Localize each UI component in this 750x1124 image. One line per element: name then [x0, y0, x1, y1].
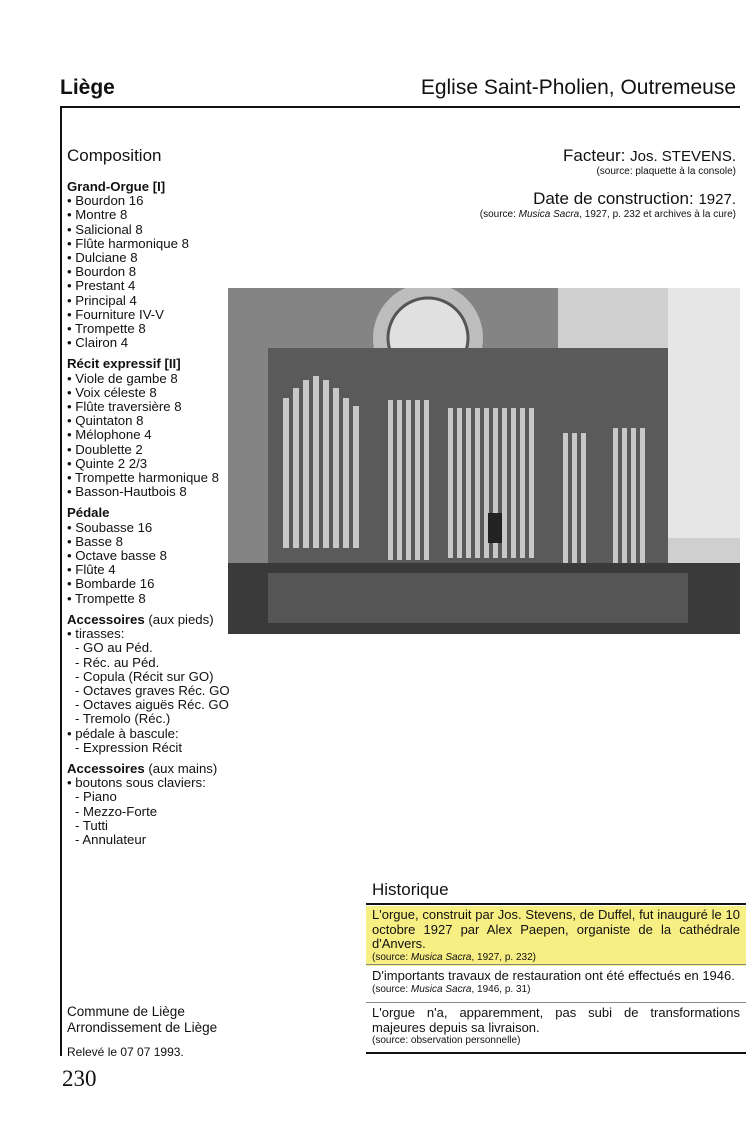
date-label: Date de construction: — [533, 189, 694, 208]
section-recit: Récit expressif [II] — [67, 356, 181, 372]
list-item: - GO au Péd. — [75, 640, 153, 656]
list-item: • Trompette harmonique 8 — [67, 470, 219, 486]
section-grand-orgue: Grand-Orgue [I] — [67, 179, 166, 194]
list-item: • Basse 8 — [67, 533, 123, 549]
date-source-post: , 1927, p. 232 et archives à la cure) — [579, 209, 736, 220]
list-item: - Annulateur — [75, 831, 147, 847]
list-item: • Quinte 2 2/3 — [67, 455, 148, 471]
left-rule — [60, 106, 62, 1056]
list-item: • pédale à bascule: — [67, 725, 179, 741]
list-item: • tirasses: — [67, 626, 125, 642]
facteur-value: Jos. STEVENS. — [630, 148, 736, 165]
list-acc-mains — [67, 776, 257, 847]
section-acc-mains — [67, 762, 257, 776]
list-item: • Fourniture IV-V — [67, 306, 164, 322]
list-item: • Trompette 8 — [67, 321, 146, 337]
list-item: • Bombarde 16 — [67, 576, 155, 592]
list-item: • Octave basse 8 — [67, 548, 167, 564]
organ-photo — [228, 288, 740, 634]
historique-paragraph-1 — [366, 906, 746, 966]
list-item: • boutons sous claviers: — [67, 775, 206, 791]
historique-text-1: L'orgue, construit par Jos. Stevens, de Duffel, fut inauguré le 10 octobre 1927 par Alex Paepen, organiste de la cathédrale d'Anvers. — [372, 907, 740, 951]
historique-source-1 — [372, 952, 740, 964]
commune: Commune de Liège — [67, 1004, 185, 1019]
list-item: • Voix céleste 8 — [67, 384, 157, 400]
list-item: - Réc. au Péd. — [75, 654, 160, 670]
list-item: • Bourdon 16 — [67, 193, 144, 209]
list-item: - Octaves graves Réc. GO — [75, 682, 230, 698]
list-item: • Flûte 4 — [67, 562, 116, 578]
facteur-label: Facteur: — [563, 146, 626, 165]
src1-em: Musica Sacra — [410, 951, 472, 963]
list-item: • Flûte traversière 8 — [67, 399, 182, 415]
src1-pre: (source: — [372, 951, 411, 963]
church-title: Eglise Saint-Pholien, Outremeuse — [420, 76, 736, 99]
list-item: • Basson-Hautbois 8 — [67, 484, 187, 500]
list-item: • Principal 4 — [67, 292, 137, 308]
list-item: • Bourdon 8 — [67, 264, 137, 280]
historique-divider-2 — [366, 1002, 746, 1003]
historique-text-3: L'orgue n'a, apparemment, pas subi de transformations majeures depuis sa livraison. — [372, 1005, 740, 1035]
date-source-em: Musica Sacra — [518, 209, 580, 220]
historique-rule — [366, 903, 746, 905]
src2-post: , 1946, p. 31) — [471, 983, 531, 995]
list-item: • Flûte harmonique 8 — [67, 235, 189, 251]
list-item: • Prestant 4 — [67, 278, 136, 294]
acc-pieds-rest: (aux pieds) — [144, 611, 214, 627]
list-item: - Copula (Récit sur GO) — [75, 668, 214, 684]
historique-source-3: (source: observation personnelle) — [372, 1035, 521, 1046]
list-item: - Octaves aiguës Réc. GO — [75, 697, 229, 713]
historique-bottom-rule — [366, 1052, 746, 1054]
arrondissement: Arrondissement de Liège — [67, 1020, 218, 1035]
acc-mains-rest: (aux mains) — [144, 760, 218, 776]
historique-paragraph-2 — [366, 967, 746, 998]
date-source-pre: (source: — [479, 209, 519, 220]
src2-pre: (source: — [372, 983, 411, 995]
list-item: - Mezzo-Forte — [75, 803, 158, 819]
date-source — [480, 209, 736, 220]
date-value: 1927. — [698, 191, 736, 208]
commune-block — [67, 1004, 217, 1036]
historique-title: Historique — [372, 880, 449, 899]
list-item: - Tremolo (Réc.) — [75, 711, 171, 727]
list-item: • Dulciane 8 — [67, 250, 138, 266]
page-number: 230 — [62, 1066, 97, 1091]
list-item: • Mélophone 4 — [67, 427, 152, 443]
list-item: - Piano — [75, 789, 117, 805]
historique-paragraph-3 — [366, 1004, 746, 1049]
header-rule — [60, 106, 740, 108]
list-item: • Trompette 8 — [67, 590, 146, 606]
historique-text-2: D'importants travaux de restauration ont été effectués en 1946. — [372, 968, 735, 983]
list-acc-pieds — [67, 627, 257, 755]
acc-mains-bold: Accessoires — [67, 760, 145, 776]
list-item: • Doublette 2 — [67, 441, 143, 457]
list-item: • Salicional 8 — [67, 221, 143, 237]
list-item: - Tutti — [75, 817, 108, 833]
section-pedale: Pédale — [67, 505, 110, 521]
list-item: • Viole de gambe 8 — [67, 370, 178, 386]
list-item: - Expression Récit — [75, 739, 183, 755]
src1-post: , 1927, p. 232) — [471, 951, 536, 963]
list-item: • Clairon 4 — [67, 335, 129, 351]
facteur-source: (source: plaquette à la console) — [596, 166, 736, 177]
date-block — [480, 189, 736, 220]
city-title: Liège — [60, 76, 115, 99]
historique-source-2 — [372, 984, 740, 996]
list-item: • Montre 8 — [67, 207, 128, 223]
list-item: • Quintaton 8 — [67, 413, 144, 429]
list-item: • Soubasse 16 — [67, 519, 153, 535]
composition-title: Composition — [67, 146, 162, 165]
acc-pieds-bold: Accessoires — [67, 611, 145, 627]
releve-date: Relevé le 07 07 1993. — [67, 1045, 184, 1059]
src2-em: Musica Sacra — [410, 983, 472, 995]
historique-divider-1 — [366, 964, 746, 965]
facteur-block — [563, 146, 736, 177]
